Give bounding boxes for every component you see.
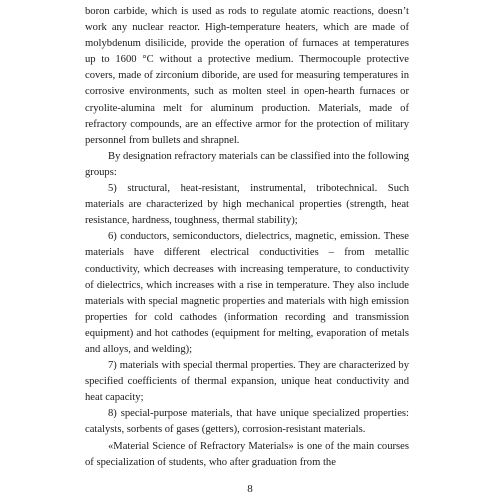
page-number: 8 [247,483,253,495]
list-item-7: 7) materials with special thermal properties. They are characterized by specified coefficients of thermal expansion, unique heat conductivity and heat capacity; [85,360,409,404]
paragraph-continuation: boron carbide, which is used as rods to regulate atomic reactions, doesn’t work any nuclear reactor. High-temperature heaters, which are made of molybdenum disilicide, provide the operation of furnaces at temperatures up to 1600 °C without a protective medium. Thermocouple protective covers, made of zirconium diboride, are used for measuring temperatures in corrosive environments, such as molten steel in open-hearth furnaces or cryolite-alumina melt for aluminum production. Materials, made of refractory compounds, are an effective armor for the protection of military personnel from bullets and shrapnel. [85,6,409,146]
paragraph-classification-intro: By designation refractory materials can be classified into the following groups: [85,150,409,178]
list-item-6: 6) conductors, semiconductors, dielectrics, magnetic, emission. These materials have different electrical conductivities – from metallic conductivity, which decreases with increasing temperature, to conductivity of dielectrics, which increases with a rise in temperature. They also include materials with special magnetic properties and materials with high emission properties for cold cathodes (information recording and transmission equipment) and hot cathodes (equipment for melting, evaporation of metals and alloys, and welding); [85,231,409,355]
list-item-5: 5) structural, heat-resistant, instrumental, tribotechnical. Such materials are characterized by high mechanical properties (strength, heat resistance, hardness, toughness, thermal stability); [85,183,409,227]
list-item-8: 8) special-purpose materials, that have unique specialized properties: catalysts, sorbents of gases (getters), corrosion-resistant materials. [85,408,409,436]
paragraph-course-intro: «Material Science of Refractory Materials» is one of the main courses of specialization of students, who after graduation from the [85,440,409,468]
body-text [85,4,409,471]
